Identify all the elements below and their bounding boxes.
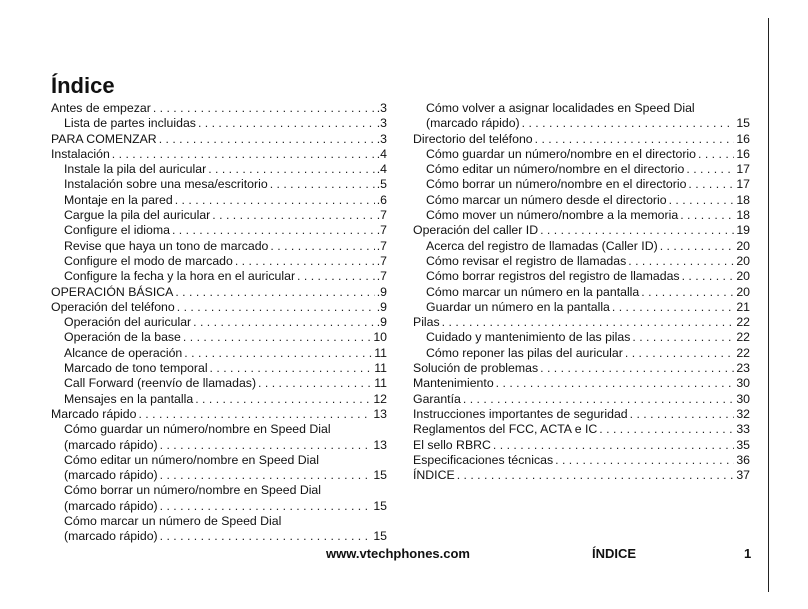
toc-entry-page: 20	[736, 253, 750, 268]
toc-dot-leader	[682, 269, 735, 284]
toc-entry-title: Acerca del registro de llamadas (Caller ID)	[426, 238, 658, 253]
toc-entry-title: Instalación sobre una mesa/escritorio	[64, 177, 268, 192]
toc-entry-title: Cómo borrar un número/nombre en el directorio	[426, 177, 687, 192]
toc-entry	[51, 285, 387, 300]
toc-entry	[413, 453, 750, 468]
toc-dot-leader	[175, 193, 375, 208]
toc-dot-leader	[160, 529, 372, 544]
toc-entry-page: 13	[373, 437, 387, 452]
toc-entry	[51, 330, 387, 345]
toc-entry	[51, 269, 387, 284]
toc-entry-page: 33	[736, 422, 750, 437]
footer-section: ÍNDICE	[592, 546, 637, 561]
toc-entry	[51, 101, 387, 116]
page-edge-line	[768, 18, 769, 592]
toc-entry-title: Revise que haya un tono de marcado	[64, 238, 269, 253]
toc-entry	[51, 300, 387, 315]
toc-dot-leader	[686, 162, 734, 177]
toc-entry-title: Antes de empezar	[51, 101, 151, 115]
toc-dot-leader	[669, 193, 735, 208]
toc-dot-leader	[153, 101, 375, 116]
toc-entry-page: 30	[736, 391, 750, 406]
toc-dot-leader	[138, 407, 371, 422]
toc-entry-title: Operación del caller ID	[413, 223, 539, 238]
toc-entry-title: Mantenimiento	[413, 376, 494, 391]
toc-entry	[413, 300, 750, 315]
toc-entry-page: .7	[376, 238, 387, 253]
toc-entry	[51, 208, 387, 223]
toc-entry-title: Lista de partes incluidas	[64, 116, 196, 131]
toc-entry	[51, 407, 387, 422]
toc-entry-title: (marcado rápido)	[64, 468, 158, 483]
toc-entry-title: Solución de problemas	[413, 361, 539, 376]
toc-entry	[413, 147, 750, 162]
toc-dot-leader	[625, 346, 734, 361]
toc-entry-page: 11	[374, 345, 387, 360]
toc-dot-leader	[698, 147, 734, 162]
toc-dot-leader	[210, 361, 373, 376]
page-title: Índice	[51, 73, 115, 98]
toc-entry	[51, 162, 387, 177]
toc-dot-leader	[522, 116, 735, 131]
toc-entry-page: .7	[376, 269, 387, 284]
toc-entry-page: 15	[373, 529, 387, 544]
footer-page-number: 1	[744, 546, 752, 561]
toc-entry-page: .3	[376, 131, 387, 146]
toc-dot-leader	[680, 208, 734, 223]
toc-entry	[413, 407, 750, 422]
toc-dot-leader	[632, 330, 734, 345]
toc-entry-title: Cargue la pila del auricular	[64, 208, 211, 223]
toc-dot-leader	[159, 132, 375, 147]
toc-entry	[413, 254, 750, 269]
toc-entry-title: Instalación	[51, 146, 110, 161]
toc-entry	[413, 116, 750, 131]
toc-entry-title: Cómo revisar el registro de llamadas	[426, 253, 627, 268]
toc-entry-title: Operación del teléfono	[51, 299, 175, 314]
toc-entry-page: 32	[736, 406, 750, 421]
toc-entry-title: Cómo reponer las pilas del auricular	[426, 345, 623, 360]
toc-dot-leader	[212, 208, 374, 223]
toc-entry-page: 37	[736, 468, 750, 483]
toc-entry-page: 22	[736, 315, 750, 330]
toc-dot-leader	[198, 116, 375, 131]
toc-dot-leader	[493, 438, 734, 453]
toc-dot-leader	[555, 453, 734, 468]
toc-entry-title: Cómo borrar registros del registro de llamadas	[426, 269, 680, 284]
toc-entry	[51, 376, 387, 391]
toc-dot-leader	[540, 361, 734, 376]
toc-entry	[413, 361, 750, 376]
toc-entry-page: .3	[376, 101, 387, 115]
toc-entry	[413, 132, 750, 147]
toc-dot-leader	[270, 239, 374, 254]
toc-entry-line: Cómo editar un número/nombre en Speed Dial	[64, 452, 319, 467]
toc-entry-page: .9	[376, 299, 387, 314]
toc-entry-title: Call Forward (reenvío de llamadas)	[64, 376, 257, 391]
toc-entry-page: .7	[376, 208, 387, 223]
toc-entry-title: Especificaciones técnicas	[413, 452, 554, 467]
toc-entry-page: 12	[373, 391, 387, 406]
toc-dot-leader	[258, 376, 372, 391]
toc-entry-page: 21	[736, 299, 750, 314]
toc-entry-page: 23	[736, 361, 750, 376]
toc-entry-page: .9	[376, 315, 387, 330]
toc-entry	[413, 239, 750, 254]
toc-entry-title: Configure el idioma	[64, 223, 170, 238]
toc-entry-page: .3	[376, 116, 387, 131]
toc-entry	[413, 376, 750, 391]
toc-entry-page: 22	[736, 345, 750, 360]
toc-entry-page: .6	[376, 192, 387, 207]
toc-entry-title: OPERACIÓN BÁSICA	[51, 284, 174, 299]
toc-dot-leader	[540, 223, 734, 238]
toc-dot-leader	[660, 239, 735, 254]
toc-entry-page: 22	[736, 330, 750, 345]
toc-entry-title: PARA COMENZAR	[51, 131, 157, 146]
toc-entry-page: .4	[376, 146, 387, 161]
toc-entry-title: Directorio del teléfono	[413, 131, 533, 146]
toc-entry	[51, 254, 387, 269]
toc-entry-title: Marcado rápido	[51, 406, 137, 421]
toc-entry	[413, 177, 750, 192]
toc-entry-title: Operación del auricular	[64, 315, 192, 330]
toc-entry-title: Mensajes en la pantalla	[64, 391, 194, 406]
toc-entry	[51, 529, 387, 544]
toc-entry	[413, 330, 750, 345]
toc-entry-title: Operación de la base	[64, 330, 181, 345]
toc-entry	[413, 346, 750, 361]
toc-dot-leader	[235, 254, 375, 269]
toc-entry-title: (marcado rápido)	[64, 529, 158, 544]
toc-entry-title: (marcado rápido)	[426, 116, 520, 131]
toc-entry-title: Cómo marcar un número en la pantalla	[426, 284, 640, 299]
toc-entry-page: 35	[736, 437, 750, 452]
toc-entry-title: Alcance de operación	[64, 345, 183, 360]
toc-entry-page: .9	[376, 284, 387, 299]
toc-entry-page: .7	[376, 253, 387, 268]
toc-dot-leader	[641, 285, 734, 300]
toc-entry-page: 10	[373, 330, 387, 345]
toc-dot-leader	[628, 254, 734, 269]
toc-dot-leader	[172, 223, 375, 238]
toc-entry-page: 20	[736, 269, 750, 284]
toc-entry	[413, 193, 750, 208]
footer-url: www.vtechphones.com	[326, 546, 470, 561]
toc-entry	[51, 239, 387, 254]
toc-entry-title: Instrucciones importantes de seguridad	[413, 406, 628, 421]
toc-dot-leader	[195, 392, 371, 407]
toc-entry	[413, 392, 750, 407]
toc-dot-leader	[599, 422, 734, 437]
toc-entry-page: 15	[373, 468, 387, 483]
toc-entry	[51, 147, 387, 162]
toc-dot-leader	[112, 147, 375, 162]
toc-entry-title: Cómo editar un número/nombre en el directorio	[426, 162, 685, 177]
toc-entry	[51, 223, 387, 238]
toc-entry	[413, 208, 750, 223]
toc-entry-title: Cómo marcar un número desde el directorio	[426, 192, 667, 207]
toc-dot-leader	[496, 376, 735, 391]
toc-entry-title: Guardar un número en la pantalla	[426, 299, 610, 314]
toc-entry	[413, 315, 750, 330]
toc-entry-page: .7	[376, 223, 387, 238]
toc-dot-leader	[270, 177, 375, 192]
toc-dot-leader	[612, 300, 734, 315]
toc-dot-leader	[175, 285, 374, 300]
toc-entry	[413, 223, 750, 238]
toc-entry-title: Instale la pila del auricular	[64, 162, 207, 177]
toc-dot-leader	[160, 438, 372, 453]
toc-entry	[51, 177, 387, 192]
toc-dot-leader	[630, 407, 735, 422]
toc-entry	[51, 315, 387, 330]
toc-entry-page: 17	[736, 177, 750, 192]
toc-entry	[413, 285, 750, 300]
toc-entry-title: Marcado de tono temporal	[64, 361, 208, 376]
toc-dot-leader	[442, 315, 735, 330]
toc-entry-page: 16	[736, 131, 750, 146]
toc-entry-page: 18	[736, 192, 750, 207]
toc-entry	[51, 499, 387, 514]
toc-entry-title: Garantía	[413, 391, 461, 406]
toc-dot-leader	[463, 392, 734, 407]
toc-entry	[51, 132, 387, 147]
toc-entry-title: Montaje en la pared	[64, 192, 173, 207]
toc-entry-title: Configure el modo de marcado	[64, 253, 233, 268]
toc-left-column	[51, 101, 387, 545]
toc-entry	[413, 422, 750, 437]
toc-entry-page: .5	[376, 177, 387, 192]
toc-entry-page: 15	[736, 116, 750, 131]
toc-entry-page: 13	[373, 406, 387, 421]
toc-entry	[51, 346, 387, 361]
toc-entry	[51, 392, 387, 407]
toc-entry-title: Cómo mover un número/nombre a la memoria	[426, 208, 679, 223]
toc-dot-leader	[297, 269, 375, 284]
toc-dot-leader	[160, 468, 372, 483]
toc-entry-title: (marcado rápido)	[64, 437, 158, 452]
toc-dot-leader	[193, 315, 375, 330]
toc-entry-page: 11	[374, 376, 387, 391]
toc-entry-page: 20	[736, 284, 750, 299]
toc-entry-page: .4	[376, 162, 387, 177]
toc-right-column	[413, 101, 750, 483]
toc-entry-page: 36	[736, 452, 750, 467]
toc-entry-title: Pilas	[413, 315, 440, 330]
toc-entry-page: 15	[373, 498, 387, 513]
toc-entry	[51, 438, 387, 453]
toc-dot-leader	[183, 330, 371, 345]
toc-entry	[51, 193, 387, 208]
toc-entry-line: Cómo marcar un número de Speed Dial	[64, 514, 282, 529]
toc-entry-title: (marcado rápido)	[64, 498, 158, 513]
toc-entry-title: ÍNDICE	[413, 468, 455, 483]
toc-entry-line: Cómo volver a asignar localidades en Speed Dial	[426, 101, 695, 115]
toc-entry	[413, 162, 750, 177]
toc-dot-leader	[688, 177, 734, 192]
toc-dot-leader	[457, 468, 735, 483]
toc-entry	[51, 468, 387, 483]
toc-entry-page: 17	[736, 162, 750, 177]
toc-dot-leader	[177, 300, 375, 315]
toc-dot-leader	[160, 499, 372, 514]
toc-entry-title: Reglamentos del FCC, ACTA e IC	[413, 422, 598, 437]
toc-entry	[51, 116, 387, 131]
toc-dot-leader	[208, 162, 375, 177]
toc-entry-page: 19	[736, 223, 750, 238]
toc-entry-page: 30	[736, 376, 750, 391]
toc-dot-leader	[184, 346, 372, 361]
toc-dot-leader	[535, 132, 735, 147]
toc-entry	[413, 269, 750, 284]
toc-entry-title: El sello RBRC	[413, 437, 491, 452]
toc-entry-title: Cuidado y mantenimiento de las pilas	[426, 330, 631, 345]
toc-entry-line: Cómo guardar un número/nombre en Speed Dial	[64, 422, 331, 437]
toc-entry-title: Cómo guardar un número/nombre en el directorio	[426, 146, 696, 161]
toc-entry	[51, 361, 387, 376]
toc-entry-page: 11	[374, 361, 387, 376]
toc-entry-line: Cómo borrar un número/nombre en Speed Dial	[64, 483, 322, 498]
toc-entry-page: 20	[736, 238, 750, 253]
toc-entry-title: Configure la fecha y la hora en el auricular	[64, 269, 296, 284]
toc-entry	[413, 438, 750, 453]
toc-entry	[413, 468, 750, 483]
toc-entry-page: 16	[736, 146, 750, 161]
toc-entry-page: 18	[736, 208, 750, 223]
